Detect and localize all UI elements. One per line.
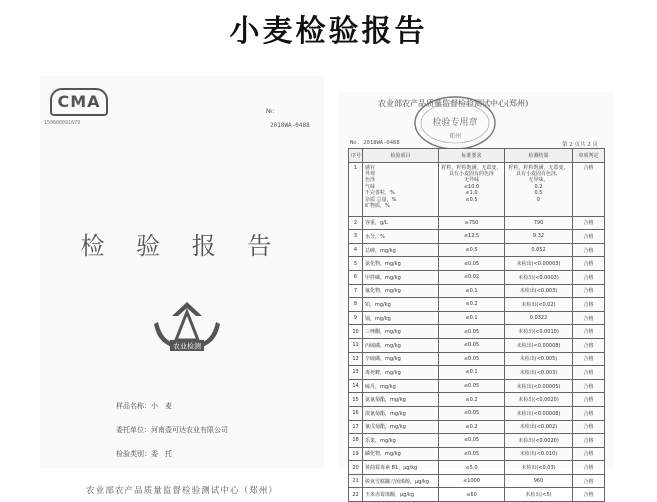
row-result: 960: [505, 474, 573, 488]
sub-line: 气味: [365, 183, 376, 190]
row-number: 3: [349, 230, 363, 244]
stamp-subtext: 郑州: [448, 133, 462, 140]
row-requirement: ≤0.05: [439, 447, 505, 461]
row-verdict: 合格: [573, 284, 605, 298]
sub-line: 无异味。: [528, 177, 549, 184]
table-row: [349, 474, 605, 488]
sub-line: 不完善粒，%: [365, 190, 395, 197]
table-row: [349, 311, 605, 325]
table-row: [349, 257, 605, 271]
row-result: 未检出(<0.00008): [505, 338, 573, 352]
row-result: 未检出(<0.0020): [505, 393, 573, 407]
row-result: 未检出(<0.003): [505, 366, 573, 380]
table-row: [349, 420, 605, 434]
row-item: 铅，mg/kg: [363, 298, 439, 312]
row-item: 黄曲霉毒素 B1，μg/kg: [363, 461, 439, 475]
row-number: 2: [349, 216, 363, 230]
cma-logo: CMA: [50, 88, 108, 116]
column-header: 标准要求: [439, 149, 505, 163]
sub-line: 籽粒，籽粒饱满，无霉变，: [508, 164, 569, 171]
sensory-results: [505, 162, 573, 216]
sub-line: ≤1.0: [465, 190, 478, 197]
sub-line: ≤0.5: [465, 196, 478, 203]
table-row-sensory: [349, 162, 605, 216]
row-result: 未检出(<0.005): [505, 352, 573, 366]
row-requirement: ≤0.2: [439, 298, 505, 312]
row-result: 未检出(<0.00003): [505, 257, 573, 271]
row-number: 9: [349, 311, 363, 325]
row-number: 18: [349, 434, 363, 448]
row-item: 三唑酮，mg/kg: [363, 325, 439, 339]
cma-number: 150600091679: [44, 120, 81, 126]
row-verdict: 合格: [573, 298, 605, 312]
row-verdict: 合格: [573, 216, 605, 230]
cover-footer-institution: 农业部农产品质量监督检验测试中心（郑州）: [86, 486, 278, 496]
table-row: [349, 230, 605, 244]
official-stamp: [412, 94, 498, 152]
row-requirement: ≤0.5: [439, 243, 505, 257]
table-header-row: [349, 149, 605, 163]
row-number: 5: [349, 257, 363, 271]
row-item: 脱氧雪腐镰刀菌烯醇，μg/kg: [363, 474, 439, 488]
sub-line: 杂质 总量，%: [365, 196, 397, 203]
row-item: 氯化物，mg/kg: [363, 257, 439, 271]
row-requirement: ≤0.2: [439, 393, 505, 407]
report-no-value: 2018WA-0488: [270, 122, 310, 129]
results-report-no: No. 2018WA-0488: [350, 140, 400, 146]
row-number: 12: [349, 352, 363, 366]
row-result: 未检出(<0.0020): [505, 434, 573, 448]
row-result: 未检出(<0.003): [505, 284, 573, 298]
row-number: 1: [349, 162, 363, 216]
row-requirement: ≤12.5: [439, 230, 505, 244]
row-verdict: 合格: [573, 325, 605, 339]
row-verdict: 合格: [573, 366, 605, 380]
row-number: 11: [349, 338, 363, 352]
field-label: 样品名称：: [116, 402, 151, 410]
table-row: [349, 406, 605, 420]
table-row: [349, 352, 605, 366]
table-row: [349, 284, 605, 298]
row-number: 22: [349, 488, 363, 502]
table-row: [349, 434, 605, 448]
row-item: 容重，g/L: [363, 216, 439, 230]
table-row: [349, 488, 605, 502]
row-verdict: 合格: [573, 257, 605, 271]
row-number: 21: [349, 474, 363, 488]
sub-line: ≤10.0: [463, 183, 480, 190]
row-requirement: ≥750: [439, 216, 505, 230]
row-verdict: 合格: [573, 243, 605, 257]
table-row: [349, 447, 605, 461]
sub-line: 感官: [365, 164, 376, 171]
row-verdict: 合格: [573, 270, 605, 284]
report-cover-page: [40, 76, 324, 496]
cover-fields: [116, 394, 228, 466]
table-row: [349, 338, 605, 352]
row-requirement: ≤0.1: [439, 311, 505, 325]
row-verdict: 合格: [573, 461, 605, 475]
row-number: 4: [349, 243, 363, 257]
sub-line: 0.5: [534, 190, 543, 197]
table-row: [349, 298, 605, 312]
row-item: 氯氰菊酯，mg/kg: [363, 393, 439, 407]
row-requirement: ≤5.0: [439, 461, 505, 475]
table-row: [349, 216, 605, 230]
row-requirement: ≤0.1: [439, 284, 505, 298]
row-item: 毒死蜱，mg/kg: [363, 366, 439, 380]
row-number: 6: [349, 270, 363, 284]
row-requirement: ≤0.05: [439, 352, 505, 366]
row-requirement: ≤0.02: [439, 270, 505, 284]
row-result: 未检出(<5): [505, 488, 573, 502]
field-value: 小 麦: [151, 402, 172, 410]
row-item: 总砷，mg/kg: [363, 243, 439, 257]
row-requirement: ≤0.05: [439, 434, 505, 448]
row-requirement: ≤0.2: [439, 420, 505, 434]
row-verdict: 合格: [573, 406, 605, 420]
row-result: 9.32: [505, 230, 573, 244]
sub-line: 0: [536, 196, 541, 203]
cover-field-type: [116, 442, 228, 466]
row-number: 16: [349, 406, 363, 420]
row-item: 溴氰菊酯，mg/kg: [363, 406, 439, 420]
row-result: 未检出(<0.0003): [505, 270, 573, 284]
row-verdict: 合格: [573, 393, 605, 407]
results-page-number: 第 2 页共 2 页: [562, 142, 598, 148]
row-requirement: ≤0.05: [439, 338, 505, 352]
row-result: 未检出(<0.03): [505, 461, 573, 475]
sub-line: 外观: [365, 171, 376, 177]
row-requirement: ≤0.05: [439, 379, 505, 393]
row-item: 甲拌磷，mg/kg: [363, 270, 439, 284]
table-row: [349, 243, 605, 257]
row-requirement: ≤0.05: [439, 325, 505, 339]
row-item: 氟化物，mg/kg: [363, 284, 439, 298]
row-item: 磷化物，mg/kg: [363, 447, 439, 461]
row-verdict: 合格: [573, 311, 605, 325]
column-header: 单项判定: [573, 149, 605, 163]
agriculture-inspection-emblem: [152, 300, 222, 356]
row-result: 未检出(<0.0010): [505, 325, 573, 339]
table-row: [349, 393, 605, 407]
table-row: [349, 379, 605, 393]
row-verdict: 合格: [573, 488, 605, 502]
row-result: 0.052: [505, 243, 573, 257]
sub-line: 无异味: [463, 177, 479, 184]
row-item: 氰戊菊酯，mg/kg: [363, 420, 439, 434]
row-result: 未检出(<0.02): [505, 298, 573, 312]
row-requirement: ≤1000: [439, 474, 505, 488]
field-value: 河南壹可达农业有限公司: [151, 426, 228, 434]
cover-field-client: [116, 418, 228, 442]
column-header: 序号: [349, 149, 363, 163]
report-no-label: №:: [266, 108, 275, 115]
row-requirement: ≤60: [439, 488, 505, 502]
field-value: 委 托: [151, 450, 172, 458]
sensory-items: [363, 162, 439, 216]
sub-line: 矿物质，%: [365, 203, 390, 210]
row-item: 镉，mg/kg: [363, 311, 439, 325]
row-item: 辛硫磷，mg/kg: [363, 352, 439, 366]
sub-line: 具有小麦固有的色泽: [448, 171, 494, 177]
row-verdict: 合格: [573, 338, 605, 352]
row-number: 20: [349, 461, 363, 475]
cover-field-sample: [116, 394, 228, 418]
row-verdict: 合格: [573, 420, 605, 434]
row-number: 8: [349, 298, 363, 312]
row-verdict: 合格: [573, 447, 605, 461]
row-number: 15: [349, 393, 363, 407]
row-requirement: ≤0.05: [439, 406, 505, 420]
row-requirement: ≤0.05: [439, 257, 505, 271]
row-number: 14: [349, 379, 363, 393]
row-verdict: 合格: [573, 474, 605, 488]
column-header: 检测结果: [505, 149, 573, 163]
row-verdict: 合格: [573, 352, 605, 366]
row-verdict: 合格: [573, 434, 605, 448]
table-row: [349, 461, 605, 475]
row-number: 10: [349, 325, 363, 339]
row-number: 19: [349, 447, 363, 461]
sensory-requirements: [439, 162, 505, 216]
sub-line: 具有小麦固有色泽，: [515, 171, 561, 177]
row-result: 未检出(<0.010): [505, 447, 573, 461]
sub-line: 0.2: [534, 183, 543, 190]
row-item: 硫丹，mg/kg: [363, 379, 439, 393]
report-results-page: [338, 92, 614, 499]
results-header: 农业部农产品质量监督检验测试中心(郑州): [378, 99, 529, 108]
column-header: 检验项目: [363, 149, 439, 163]
field-label: 检验类别：: [116, 450, 151, 458]
field-label: 委托单位：: [116, 426, 151, 434]
row-result: 790: [505, 216, 573, 230]
cover-title: 检 验 报 告: [80, 232, 284, 260]
row-result: 未检出(<0.00008): [505, 406, 573, 420]
row-verdict: 合格: [573, 230, 605, 244]
row-number: 17: [349, 420, 363, 434]
table-row: [349, 325, 605, 339]
results-table: [348, 148, 605, 502]
table-row: [349, 270, 605, 284]
row-verdict: 合格: [573, 379, 605, 393]
row-result: 未检出(<0.00005): [505, 379, 573, 393]
sub-line: 色泽: [365, 177, 376, 184]
page-title: 小麦检验报告: [229, 14, 428, 49]
row-item: 丙硫磷，mg/kg: [363, 338, 439, 352]
row-verdict: 合格: [573, 162, 605, 216]
row-item: 乐果，mg/kg: [363, 434, 439, 448]
row-number: 13: [349, 366, 363, 380]
row-requirement: ≤0.1: [439, 366, 505, 380]
row-result: 未检出(<0.002): [505, 420, 573, 434]
emblem-text: 农业检测: [173, 342, 201, 351]
table-row: [349, 366, 605, 380]
row-result: 0.0322: [505, 311, 573, 325]
row-item: 水分，%: [363, 230, 439, 244]
sub-line: 籽粒，籽粒饱满，无霉变，: [441, 164, 502, 171]
row-number: 7: [349, 284, 363, 298]
stamp-text: 检验专用章: [432, 118, 478, 128]
row-item: 玉米赤霉烯酮，μg/kg: [363, 488, 439, 502]
